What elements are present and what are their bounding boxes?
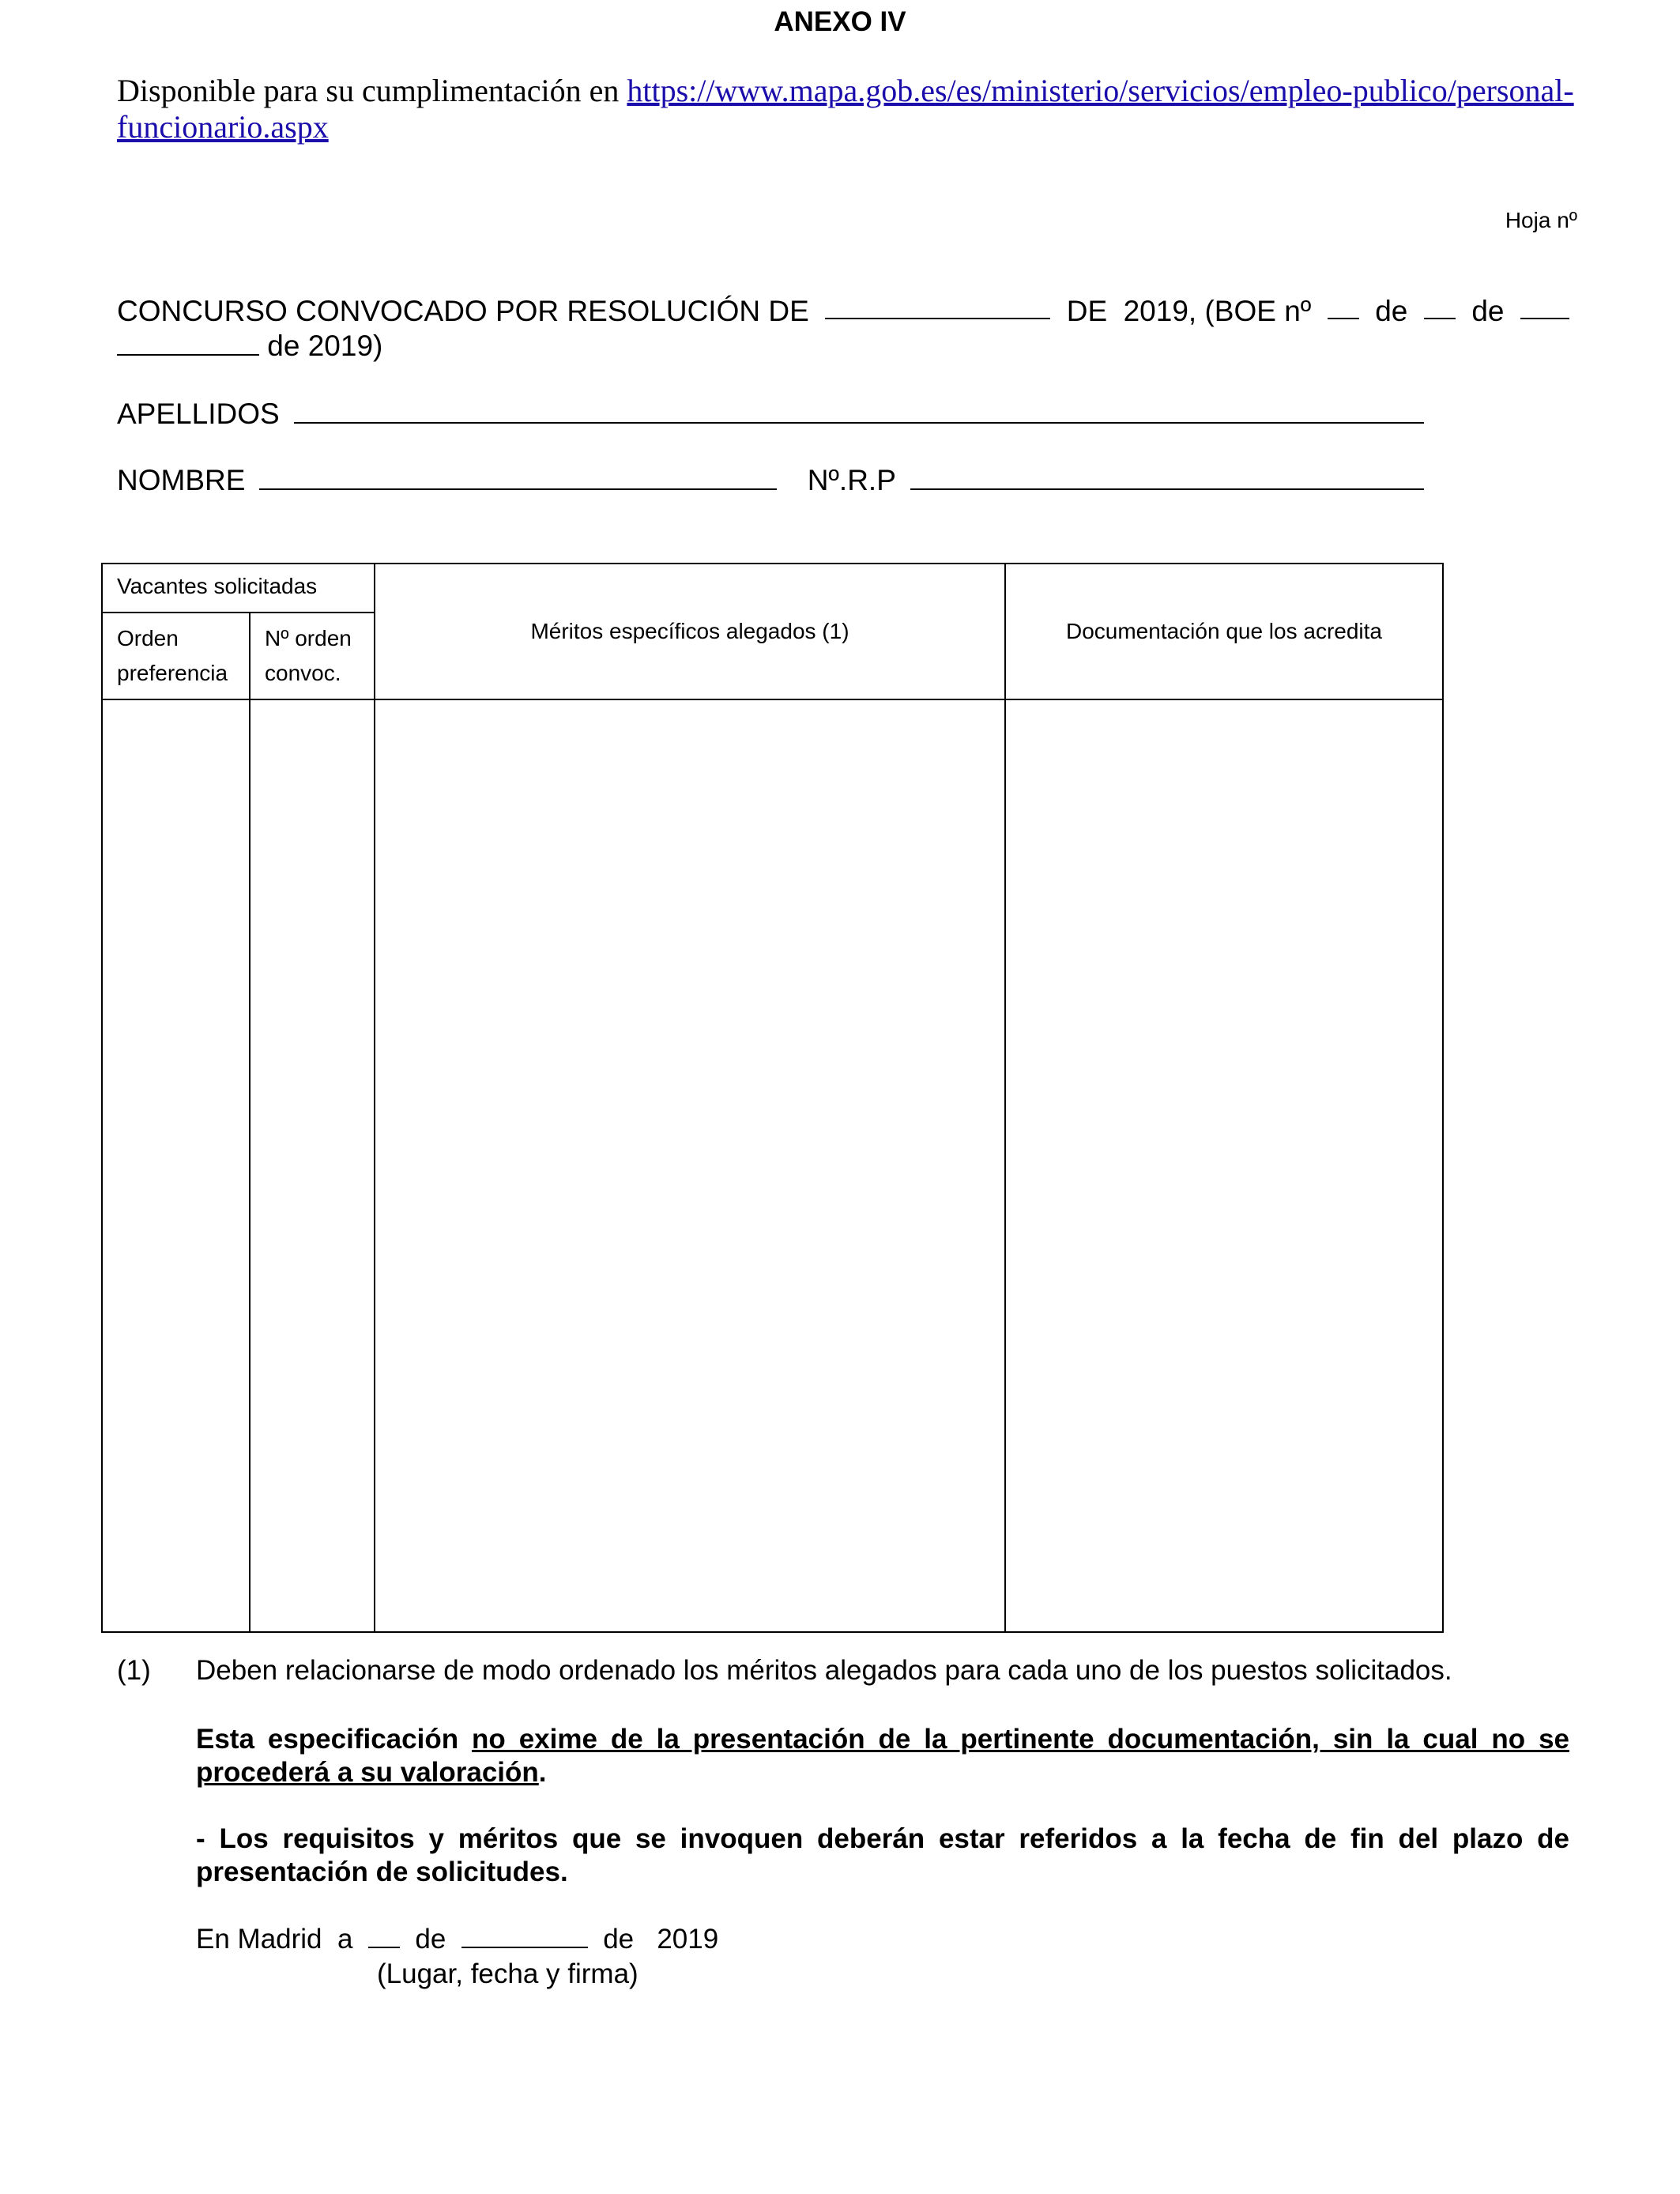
merits-table: [101, 563, 1444, 1633]
rp-input-line[interactable]: [910, 466, 1424, 490]
signature-de1: de: [415, 1924, 446, 1955]
vacancies-header: Vacantes solicitadas: [117, 574, 318, 598]
availability-link[interactable]: https://www.mapa.gob.es/es/ministerio/servicios/empleo-publico/personal-funcionario.aspx: [117, 73, 1574, 145]
footnote-line2-underlined: no exime de la presentación de la pertinente documentación, sin la cual no se procederá a su valoración: [196, 1724, 1570, 1788]
call-order-header: Nº orden convoc.: [265, 626, 352, 685]
merits-entry-cell[interactable]: [375, 699, 1005, 1632]
contest-text-5: de: [1471, 295, 1505, 327]
contest-text-2: DE: [1066, 295, 1108, 327]
name-label: NOMBRE: [117, 464, 246, 496]
documentation-header-cell: [1005, 564, 1443, 699]
footnote-line1: Deben relacionarse de modo ordenado los méritos alegados para cada uno de los puestos solicitados.: [196, 1655, 1452, 1686]
footnote-line2: [196, 1723, 1569, 1789]
rp-label: Nº.R.P: [807, 464, 896, 496]
call-order-entry-cell[interactable]: [250, 699, 375, 1632]
order-header: Orden preferencia: [117, 626, 228, 685]
signature-place-date: [196, 1922, 718, 1957]
signature-day-blank[interactable]: [368, 1924, 400, 1948]
signature-month-blank[interactable]: [461, 1924, 588, 1948]
boe-number-blank[interactable]: [1328, 294, 1359, 319]
signature-de2: de: [603, 1924, 635, 1955]
contest-text-1: CONCURSO CONVOCADO POR RESOLUCIÓN DE: [117, 295, 809, 327]
contest-text-6: de 2019): [267, 330, 383, 362]
merits-header-cell: [375, 564, 1005, 699]
contest-text-4: de: [1375, 295, 1408, 327]
availability-text: Disponible para su cumplimentación en: [117, 73, 620, 108]
surname-field: [117, 397, 1424, 432]
signature-place: En Madrid: [196, 1924, 322, 1955]
signature-year: 2019: [657, 1924, 719, 1955]
boe-day-blank[interactable]: [1424, 294, 1456, 319]
contest-text-3: 2019, (BOE nº: [1123, 295, 1312, 327]
merits-header: Méritos específicos alegados (1): [530, 619, 849, 643]
documentation-header: Documentación que los acredita: [1065, 619, 1382, 643]
documentation-entry-cell[interactable]: [1005, 699, 1443, 1632]
sheet-number-label: Hoja nº: [1505, 208, 1577, 232]
footnote-line2-start: Esta especificación: [196, 1724, 459, 1755]
boe-month-blank-part1[interactable]: [1520, 294, 1569, 319]
signature-caption: (Lugar, fecha y firma): [377, 1958, 638, 1989]
document-title: ANEXO IV: [774, 6, 906, 37]
availability-note: [117, 73, 1587, 145]
vacancies-header-cell: [102, 564, 375, 613]
name-input-line[interactable]: [259, 466, 777, 490]
order-entry-cell[interactable]: [102, 699, 250, 1632]
name-rp-field: [117, 463, 1424, 498]
resolution-blank[interactable]: [825, 294, 1050, 319]
footnote-line3: - Los requisitos y méritos que se invoquen deberán estar referidos a la fecha de fin del plazo de presentación de solicitudes.: [196, 1823, 1569, 1887]
contest-statement: [117, 294, 1569, 364]
footnote-line2-end: .: [538, 1757, 547, 1788]
surname-label: APELLIDOS: [117, 398, 280, 430]
footnote-marker: (1): [117, 1655, 151, 1686]
signature-a: a: [337, 1924, 353, 1955]
order-header-cell: [102, 613, 250, 699]
call-order-header-cell: [250, 613, 375, 699]
boe-month-blank-part2[interactable]: [117, 330, 259, 356]
surname-input-line[interactable]: [294, 400, 1424, 424]
